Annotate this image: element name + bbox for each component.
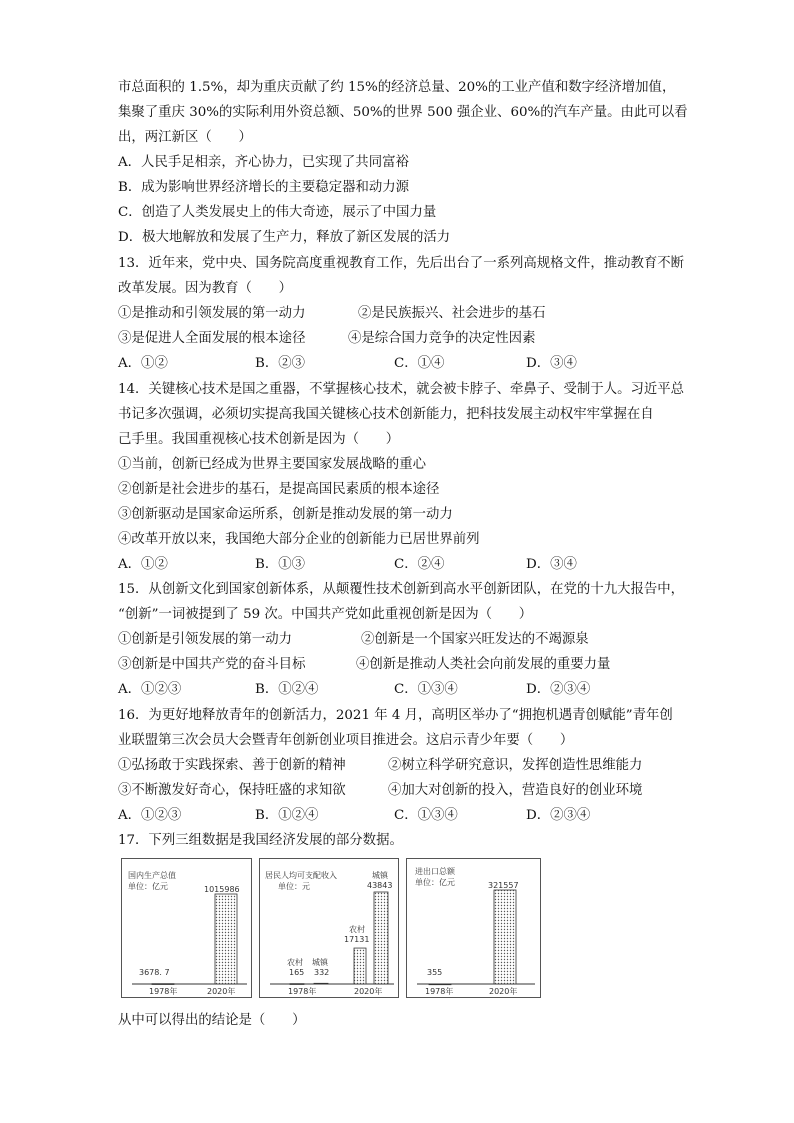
q14-statement-2: ②创新是社会进步的基石，是提高国民素质的根本途径 xyxy=(118,482,440,497)
gdp-chart-unit: 单位：亿元 xyxy=(128,882,168,891)
income-1978-urban-value-label: 332 xyxy=(314,968,330,977)
q16-stem-line-1: 16．为更好地释放青年的创新活力，2021 年 4 月，高明区举办了“拥抱机遇青创赋能”青年创 xyxy=(118,708,673,723)
q14-stem-line-3: 己手里。我国重视核心技术创新是因为（ ） xyxy=(118,432,400,447)
income-x-tick-1978: 1978年 xyxy=(288,987,317,996)
q12-option-d[interactable]: D．极大地解放和发展了生产力，释放了新区发展的活力 xyxy=(118,230,451,245)
q14-stem-line-2: 书记多次强调，必须切实提高我国关键核心技术创新能力，把科技发展主动权牢牢掌握在自 xyxy=(118,407,654,422)
q15-statement-1: ①创新是引领发展的第一动力 xyxy=(118,632,293,647)
q13-choice-d[interactable]: D．③④ xyxy=(526,356,577,371)
income-2020-rural-value-label: 17131 xyxy=(344,935,370,944)
q13-statement-4: ④是综合国力竞争的决定性因素 xyxy=(348,331,536,346)
income-chart-unit: 单位：元 xyxy=(278,882,310,891)
q13-statement-1: ①是推动和引领发展的第一动力 xyxy=(118,306,306,321)
q12-stem-line-2: 集聚了重庆 30%的实际利用外资总额、50%的世界 500 强企业、60%的汽车产量。由此可以看 xyxy=(118,105,688,120)
trade-1978-value-label: 355 xyxy=(427,968,443,977)
q14-statement-3: ③创新驱动是国家命运所系，创新是推动发展的第一动力 xyxy=(118,507,453,522)
trade-2020-value-label: 321557 xyxy=(488,881,519,890)
q14-choice-b[interactable]: B．①③ xyxy=(255,557,306,572)
q15-choice-b[interactable]: B．①②④ xyxy=(255,682,319,697)
income-2020-urban-series-label: 城镇 xyxy=(372,871,388,880)
q16-choice-d[interactable]: D．②③④ xyxy=(526,808,591,823)
q13-stem-line-2: 改革发展。因为教育（ ） xyxy=(118,281,293,296)
q16-statement-2: ②树立科学研究意识，发挥创造性思维能力 xyxy=(388,758,643,773)
trade-chart-unit: 单位：亿元 xyxy=(415,878,455,887)
income-2020-urban-value-label: 43843 xyxy=(367,881,393,890)
q17-stem-line-1: 17．下列三组数据是我国经济发展的部分数据。 xyxy=(118,833,403,848)
income-1978-rural-value-label: 165 xyxy=(289,968,305,977)
trade-chart-title: 进出口总额 xyxy=(415,867,455,876)
q12-option-b[interactable]: B．成为影响世界经济增长的主要稳定器和动力源 xyxy=(118,180,410,195)
q15-statement-2: ②创新是一个国家兴旺发达的不竭源泉 xyxy=(361,632,589,647)
q14-stem-line-1: 14．关键核心技术是国之重器，不掌握核心技术，就会被卡脖子、牵鼻子、受制于人。习近平总 xyxy=(118,382,685,397)
q14-statement-1: ①当前，创新已经成为世界主要国家发展战略的重心 xyxy=(118,457,426,472)
q13-choice-b[interactable]: B．②③ xyxy=(255,356,306,371)
q14-choice-d[interactable]: D．③④ xyxy=(526,557,577,572)
income-2020-rural-series-label: 农村 xyxy=(349,925,365,934)
trade-bar-2020 xyxy=(494,890,516,984)
trade-bar-1978 xyxy=(429,984,451,985)
income-1978-rural-series-label: 农村 xyxy=(287,958,303,967)
q14-choice-a[interactable]: A．①② xyxy=(118,557,168,572)
income-bar-2020-urban xyxy=(374,892,388,984)
income-chart xyxy=(259,858,399,998)
income-chart-title: 居民人均可支配收入 xyxy=(265,871,337,880)
q12-stem-line-1: 市总面积的 1.5%，却为重庆贡献了约 15%的经济总量、20%的工业产值和数字经济增加值， xyxy=(118,80,676,95)
gdp-x-tick-1978: 1978年 xyxy=(149,987,178,996)
q16-statement-1: ①弘扬敢于实践探索、善于创新的精神 xyxy=(118,758,346,773)
q13-statement-3: ③是促进人全面发展的根本途径 xyxy=(118,331,306,346)
income-1978-urban-series-label: 城镇 xyxy=(312,958,328,967)
q12-option-c[interactable]: C．创造了人类发展史上的伟大奇迹，展示了中国力量 xyxy=(118,205,437,220)
q14-statement-4: ④改革开放以来，我国绝大部分企业的创新能力已居世界前列 xyxy=(118,532,480,547)
gdp-chart-svg xyxy=(122,859,253,999)
q13-choice-c[interactable]: C．①④ xyxy=(394,356,445,371)
trade-x-tick-2020: 2020年 xyxy=(489,987,518,996)
q15-stem-line-1: 15．从创新文化到国家创新体系，从颠覆性技术创新到高水平创新团队，在党的十九大报告中， xyxy=(118,582,685,597)
q15-statement-4: ④创新是推动人类社会向前发展的重要力量 xyxy=(356,657,611,672)
q13-stem-line-1: 13．近年来，党中央、国务院高度重视教育工作，先后出台了一系列高规格文件，推动教育不断 xyxy=(118,256,685,271)
income-bar-1978-rural xyxy=(290,984,304,985)
gdp-1978-value-label: 3678. 7 xyxy=(139,968,170,977)
q13-statement-2: ②是民族振兴、社会进步的基石 xyxy=(358,306,546,321)
q15-choice-c[interactable]: C．①③④ xyxy=(394,682,458,697)
trade-x-tick-1978: 1978年 xyxy=(425,987,454,996)
q15-statement-3: ③创新是中国共产党的奋斗目标 xyxy=(118,657,306,672)
income-bars xyxy=(290,892,388,984)
q13-choice-a[interactable]: A．①② xyxy=(118,356,168,371)
q15-choice-d[interactable]: D．②③④ xyxy=(526,682,591,697)
q16-statement-3: ③不断激发好奇心，保持旺盛的求知欲 xyxy=(118,783,346,798)
income-bar-2020-rural xyxy=(354,948,366,984)
q16-statement-4: ④加大对创新的投入，营造良好的创业环境 xyxy=(388,783,643,798)
q15-choice-a[interactable]: A．①②③ xyxy=(118,682,182,697)
income-chart-svg xyxy=(260,859,400,999)
q16-stem-line-2: 业联盟第三次会员大会暨青年创新创业项目推进会。这启示青少年要（ ） xyxy=(118,733,574,748)
q16-choice-a[interactable]: A．①②③ xyxy=(118,808,182,823)
gdp-chart xyxy=(121,858,252,998)
q16-choice-b[interactable]: B．①②④ xyxy=(255,808,319,823)
q12-stem-line-3: 出，两江新区（ ） xyxy=(118,130,252,145)
q16-choice-c[interactable]: C．①③④ xyxy=(394,808,458,823)
gdp-bar-1978 xyxy=(152,984,174,985)
gdp-x-tick-2020: 2020年 xyxy=(207,987,236,996)
trade-chart xyxy=(406,858,541,998)
q17-stem-line-2: 从中可以得出的结论是（ ） xyxy=(118,1013,306,1028)
gdp-bar-2020 xyxy=(215,894,237,984)
income-x-tick-2020: 2020年 xyxy=(354,987,383,996)
q15-stem-line-2: “创新”一词被提到了 59 次。中国共产党如此重视创新是因为（ ） xyxy=(118,607,533,622)
q12-option-a[interactable]: A．人民手足相亲，齐心协力，已实现了共同富裕 xyxy=(118,155,409,170)
gdp-2020-value-label: 1015986 xyxy=(204,885,240,894)
income-bar-1978-urban xyxy=(314,983,328,984)
q14-choice-c[interactable]: C．②④ xyxy=(394,557,445,572)
gdp-chart-title: 国内生产总值 xyxy=(128,871,176,880)
